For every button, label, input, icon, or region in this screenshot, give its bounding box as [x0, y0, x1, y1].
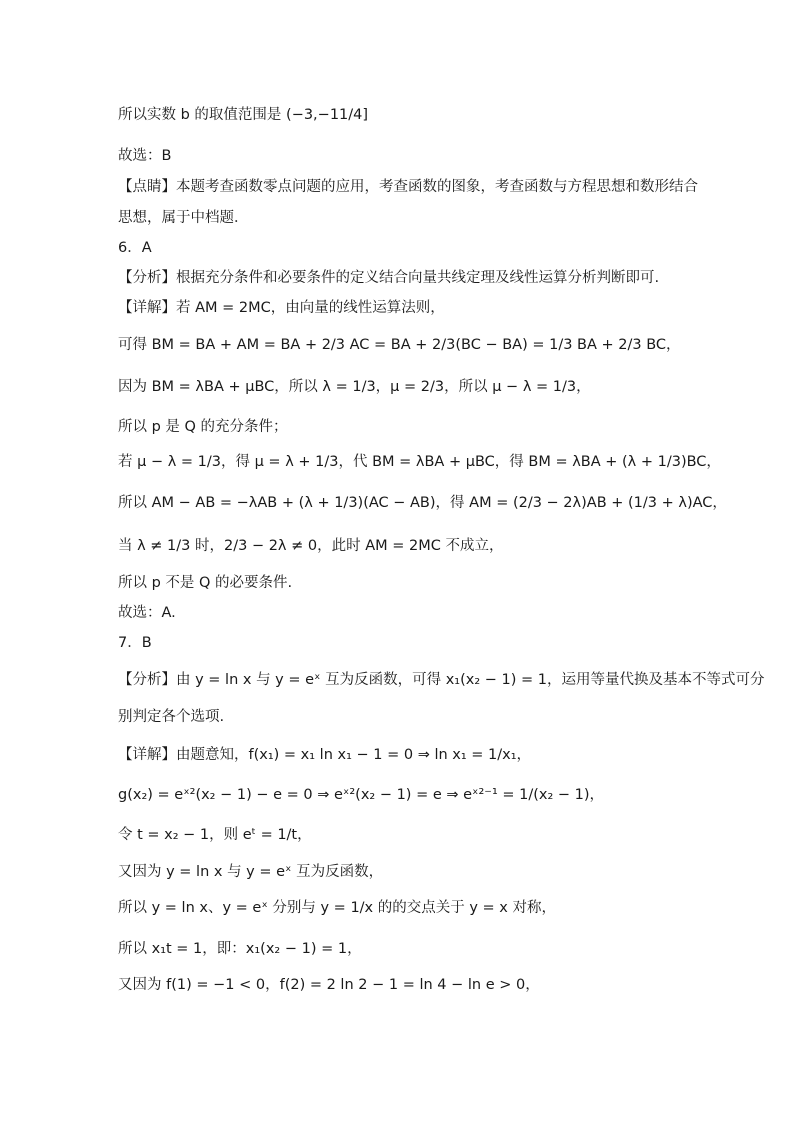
text-line-l15: 故选：A.: [118, 605, 176, 621]
text-line-l17: 【分析】由 y = ln x 与 y = eˣ 互为反函数，可得 x₁(x₂ − 1) = 1，运用等量代换及基本不等式可分: [118, 672, 765, 688]
text-line-l23: 所以 y = ln x、y = eˣ 分别与 y = 1/x 的的交点关于 y = x 对称，: [118, 900, 556, 916]
text-line-l19: 【详解】由题意知，f(x₁) = x₁ ln x₁ − 1 = 0 ⇒ ln x₁ = 1/x₁，: [118, 747, 532, 763]
text-line-l20: g(x₂) = eˣ²(x₂ − 1) − e = 0 ⇒ eˣ²(x₂ − 1) = e ⇒ eˣ²⁻¹ = 1/(x₂ − 1)，: [118, 787, 605, 803]
text-line-l07: 【详解】若 AM = 2MC，由向量的线性运算法则，: [118, 300, 445, 316]
text-line-l11: 若 μ − λ = 1/3，得 μ = λ + 1/3，代 BM = λBA + μBC，得 BM = λBA + (λ + 1/3)BC，: [118, 454, 721, 470]
text-line-l03: 【点睛】本题考查函数零点问题的应用，考查函数的图象，考查函数与方程思想和数形结合: [118, 179, 698, 195]
text-line-l16: 7．B: [118, 635, 152, 651]
text-line-l18: 别判定各个选项.: [118, 709, 225, 725]
text-line-l02: 故选：B: [118, 148, 172, 164]
text-line-l12: 所以 AM − AB = −λAB + (λ + 1/3)(AC − AB)，得 AM = (2/3 − 2λ)AB + (1/3 + λ)AC，: [118, 495, 727, 511]
text-line-l13: 当 λ ≠ 1/3 时，2/3 − 2λ ≠ 0，此时 AM = 2MC 不成立，: [118, 538, 504, 554]
text-line-l10: 所以 p 是 Q 的充分条件；: [118, 419, 288, 435]
text-line-l04: 思想，属于中档题．: [118, 210, 249, 226]
text-line-l22: 又因为 y = ln x 与 y = eˣ 互为反函数，: [118, 864, 384, 880]
text-line-l08: 可得 BM = BA + AM = BA + 2/3 AC = BA + 2/3(BC − BA) = 1/3 BA + 2/3 BC，: [118, 337, 681, 353]
text-line-l24: 所以 x₁t = 1，即：x₁(x₂ − 1) = 1，: [118, 941, 362, 957]
text-line-l21: 令 t = x₂ − 1，则 eᵗ = 1/t，: [118, 827, 312, 843]
text-line-l14: 所以 p 不是 Q 的必要条件.: [118, 575, 293, 591]
text-line-l09: 因为 BM = λBA + μBC，所以 λ = 1/3，μ = 2/3，所以 μ − λ = 1/3，: [118, 379, 591, 395]
text-line-l01: 所以实数 b 的取值范围是 (−3,−11/4]: [118, 107, 369, 123]
text-line-l06: 【分析】根据充分条件和必要条件的定义结合向量共线定理及线性运算分析判断即可.: [118, 270, 660, 286]
text-line-l25: 又因为 f(1) = −1 < 0，f(2) = 2 ln 2 − 1 = ln 4 − ln e > 0，: [118, 977, 540, 993]
text-line-l05: 6．A: [118, 240, 152, 256]
